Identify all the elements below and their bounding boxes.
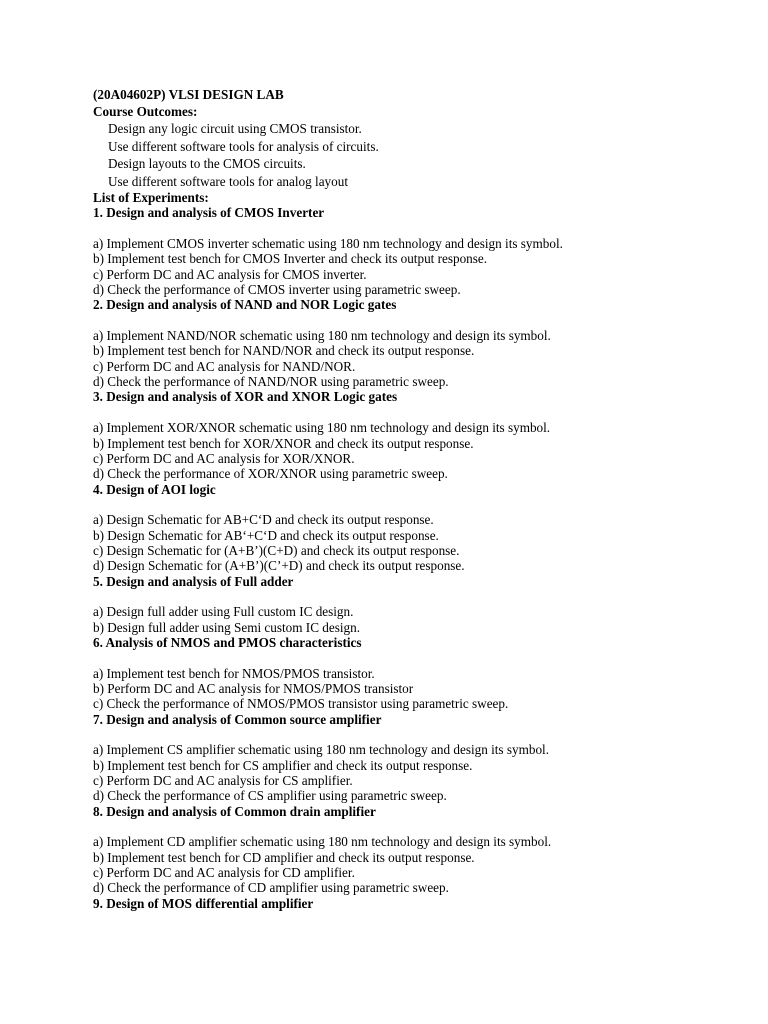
experiment-heading: 3. Design and analysis of XOR and XNOR Logic gates xyxy=(93,389,398,405)
course-outcome-item: Design any logic circuit using CMOS transistor. xyxy=(108,121,362,136)
experiment-item: a) Implement CS amplifier schematic using 180 nm technology and design its symbol. xyxy=(93,742,549,758)
experiment-item: a) Implement test bench for NMOS/PMOS transistor. xyxy=(93,665,375,681)
experiment-item: a) Design Schematic for AB+C‘D and check its output response. xyxy=(93,512,434,528)
experiment-block xyxy=(93,389,733,481)
experiment-item: b) Implement test bench for CMOS Inverter and check its output response. xyxy=(93,251,488,267)
experiment-heading: 9. Design of MOS differential amplifier xyxy=(93,895,314,911)
document-page xyxy=(93,87,733,911)
experiment-item: a) Design full adder using Full custom IC design. xyxy=(93,604,354,620)
experiment-item: d) Check the performance of CMOS inverter using parametric sweep. xyxy=(93,282,461,298)
experiment-heading: 2. Design and analysis of NAND and NOR Logic gates xyxy=(93,297,397,313)
experiment-item: c) Check the performance of NMOS/PMOS transistor using parametric sweep. xyxy=(93,696,509,712)
experiment-item: b) Design full adder using Semi custom IC design. xyxy=(93,619,361,635)
experiment-heading: 6. Analysis of NMOS and PMOS characteristics xyxy=(93,634,362,650)
experiment-item: b) Implement test bench for CD amplifier and check its output response. xyxy=(93,849,475,865)
experiment-heading: 8. Design and analysis of Common drain amplifier xyxy=(93,803,376,819)
course-outcome-item: Use different software tools for analysis of circuits. xyxy=(108,138,379,154)
experiment-item: a) Implement CD amplifier schematic using 180 nm technology and design its symbol. xyxy=(93,834,552,850)
experiment-heading: 1. Design and analysis of CMOS Inverter xyxy=(93,205,325,221)
experiment-item: d) Check the performance of NAND/NOR using parametric sweep. xyxy=(93,374,449,390)
experiment-item: b) Implement test bench for NAND/NOR and check its output response. xyxy=(93,343,475,359)
course-outcome-item: Design layouts to the CMOS circuits. xyxy=(108,156,306,171)
experiment-item: d) Design Schematic for (A+B’)(C’+D) and check its output response. xyxy=(93,558,465,574)
experiment-block xyxy=(93,297,733,389)
experiment-item: c) Perform DC and AC analysis for CMOS inverter. xyxy=(93,266,367,282)
experiment-item: c) Perform DC and AC analysis for CD amplifier. xyxy=(93,865,355,881)
course-outcome-item: Use different software tools for analog layout xyxy=(108,173,348,189)
experiment-item: a) Implement NAND/NOR schematic using 180 nm technology and design its symbol. xyxy=(93,328,551,344)
experiment-item: c) Perform DC and AC analysis for CS amplifier. xyxy=(93,773,353,789)
experiment-item: d) Check the performance of XOR/XNOR using parametric sweep. xyxy=(93,466,448,482)
experiment-block xyxy=(93,482,733,574)
experiment-item: c) Perform DC and AC analysis for XOR/XNOR. xyxy=(93,450,355,466)
experiment-item: a) Implement CMOS inverter schematic using 180 nm technology and design its symbol. xyxy=(93,236,563,252)
experiment-item: b) Perform DC and AC analysis for NMOS/PMOS transistor xyxy=(93,681,414,696)
experiments-list xyxy=(93,205,733,911)
experiment-item: b) Implement test bench for CS amplifier and check its output response. xyxy=(93,757,473,773)
experiment-item: a) Implement XOR/XNOR schematic using 180 nm technology and design its symbol. xyxy=(93,420,551,436)
experiment-item: d) Check the performance of CD amplifier using parametric sweep. xyxy=(93,880,449,896)
experiment-block xyxy=(93,635,733,712)
experiment-block xyxy=(93,804,733,896)
experiment-heading: 4. Design of AOI logic xyxy=(93,481,216,497)
experiment-block xyxy=(93,205,733,297)
experiment-item: d) Check the performance of CS amplifier using parametric sweep. xyxy=(93,788,447,804)
document-title: (20A04602P) VLSI DESIGN LAB xyxy=(93,87,284,102)
course-outcomes-heading: Course Outcomes: xyxy=(93,103,198,119)
experiment-block xyxy=(93,574,733,635)
experiment-item: c) Design Schematic for (A+B’)(C+D) and check its output response. xyxy=(93,542,460,558)
experiment-heading: 5. Design and analysis of Full adder xyxy=(93,573,294,589)
experiment-item: c) Perform DC and AC analysis for NAND/NOR. xyxy=(93,358,356,374)
experiment-block xyxy=(93,712,733,804)
experiment-heading: 7. Design and analysis of Common source amplifier xyxy=(93,711,382,727)
experiments-heading: List of Experiments: xyxy=(93,190,209,205)
experiment-item: b) Implement test bench for XOR/XNOR and check its output response. xyxy=(93,435,474,451)
experiment-block xyxy=(93,896,733,911)
course-outcomes-list xyxy=(108,120,733,190)
experiment-item: b) Design Schematic for AB‘+C‘D and check its output response. xyxy=(93,527,439,543)
